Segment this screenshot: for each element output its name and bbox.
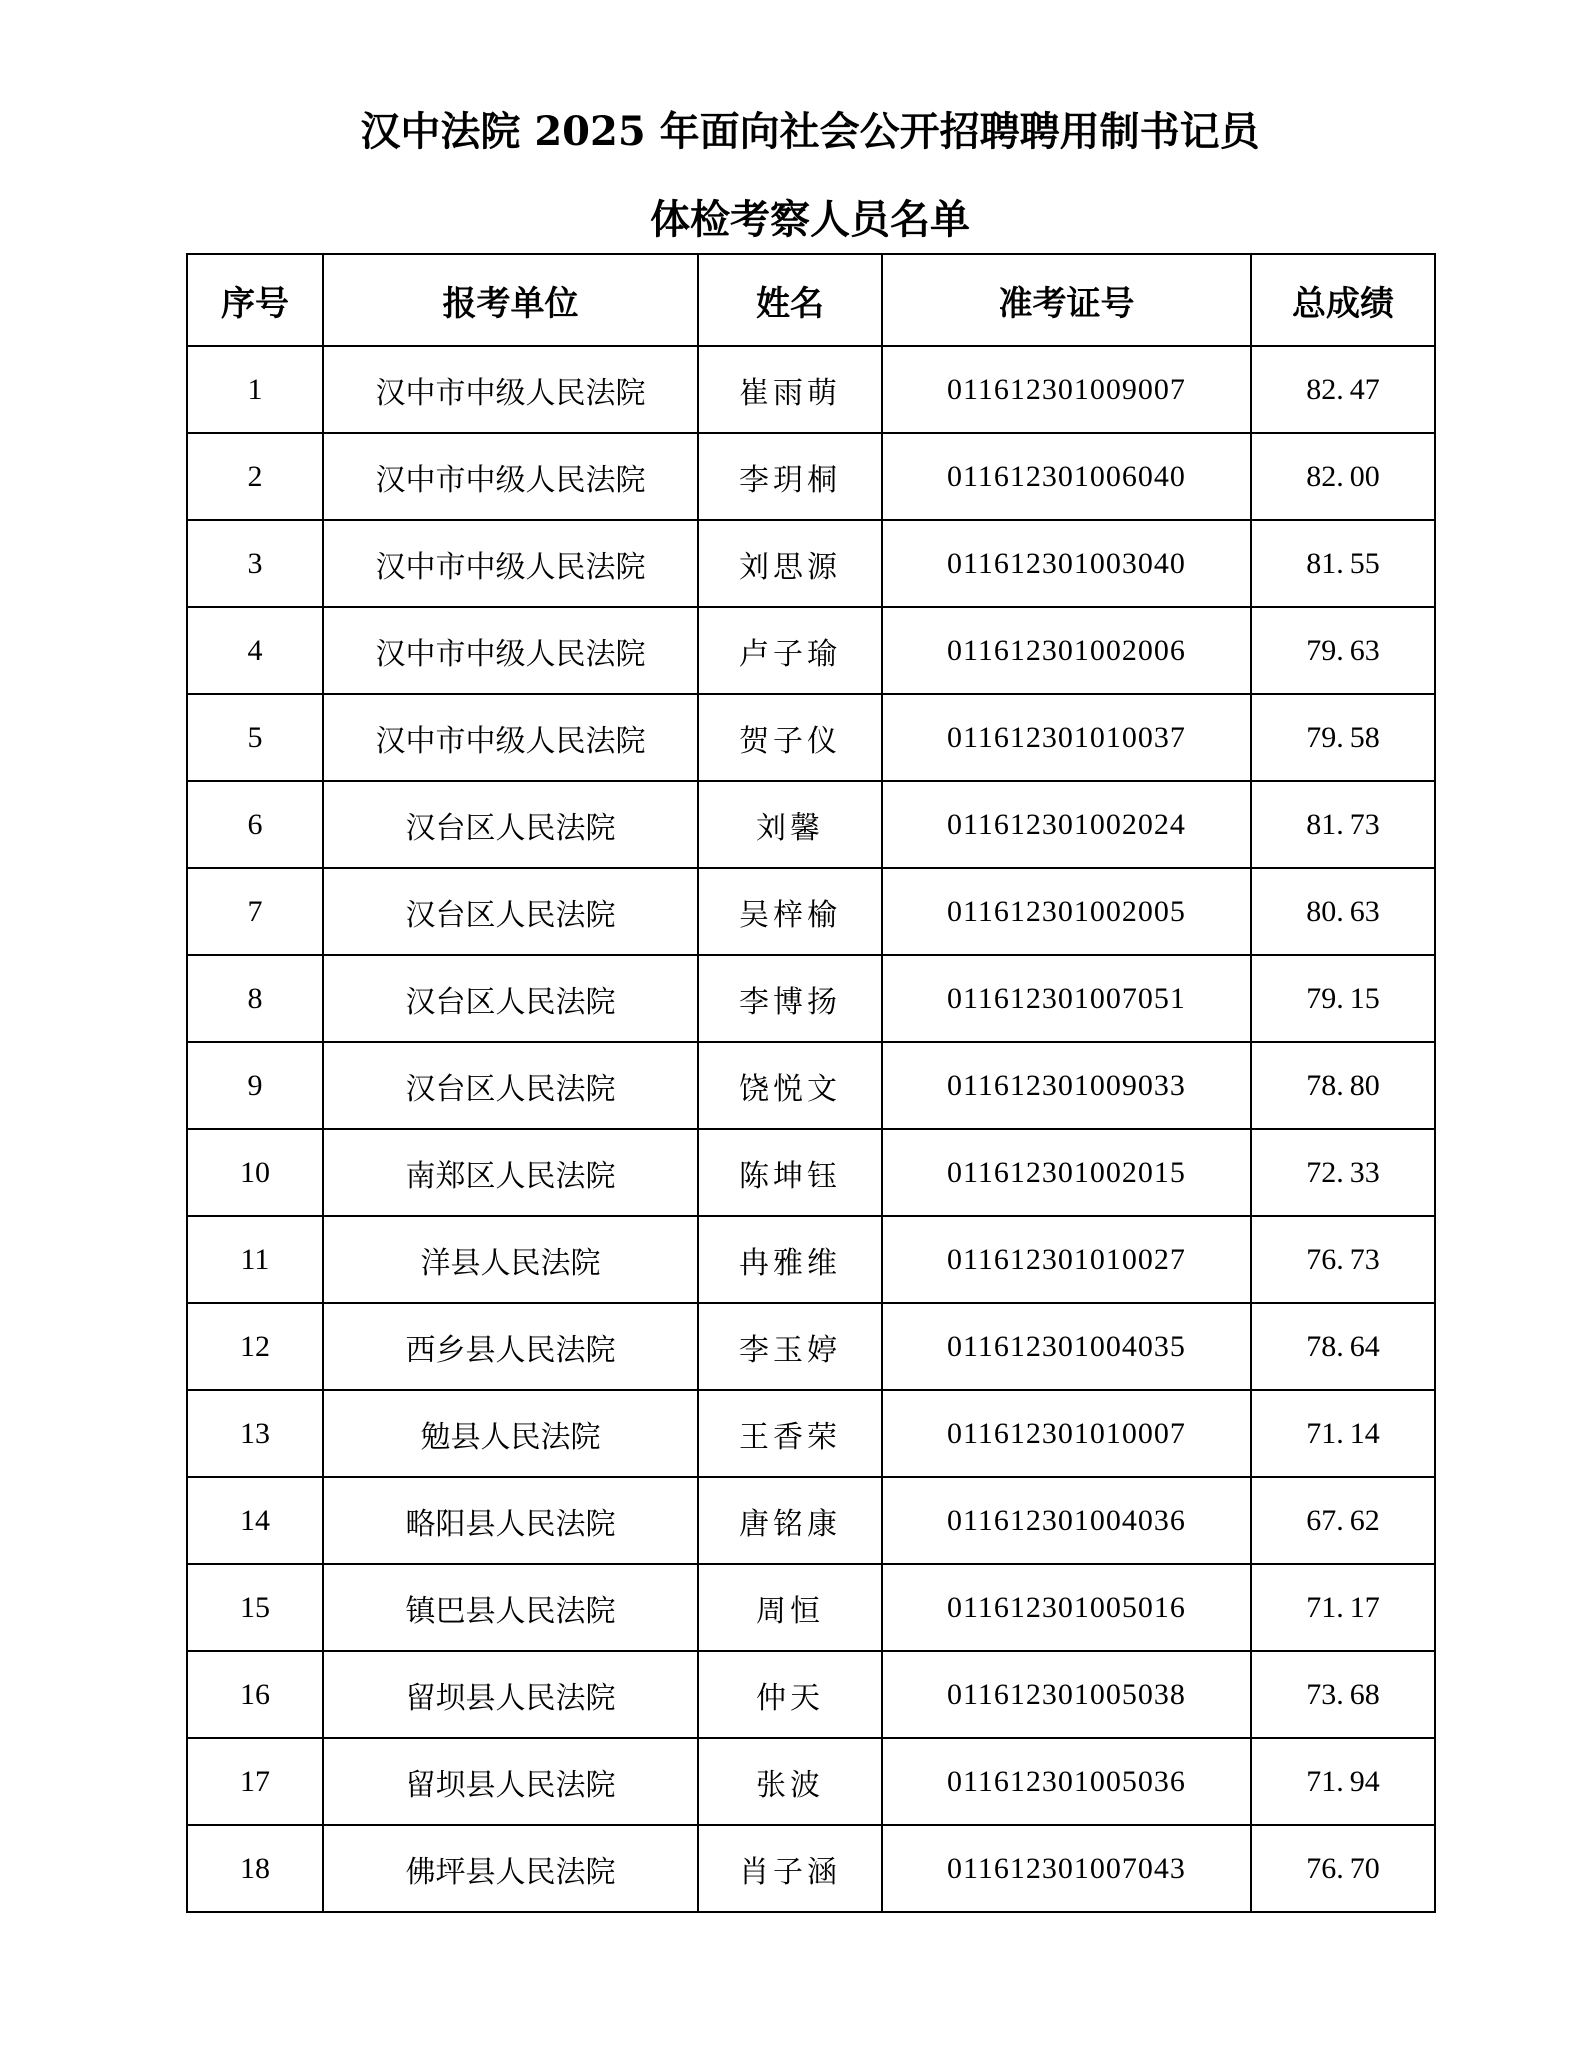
cell-index: 5	[187, 694, 323, 781]
document-title-line2: 体检考察人员名单	[650, 196, 970, 243]
table-row	[187, 607, 1435, 694]
cell-ticket: 011612301004035	[882, 1303, 1251, 1390]
cell-index: 12	[187, 1303, 323, 1390]
cell-unit: 西乡县人民法院	[323, 1303, 698, 1390]
table-row	[187, 781, 1435, 868]
header-col-score: 总成绩	[1251, 254, 1435, 346]
cell-name: 陈坤钰	[698, 1129, 882, 1216]
cell-unit: 汉中市中级人民法院	[323, 607, 698, 694]
table-row	[187, 1129, 1435, 1216]
cell-score: 73. 68	[1251, 1651, 1435, 1738]
cell-index: 3	[187, 520, 323, 607]
cell-unit: 南郑区人民法院	[323, 1129, 698, 1216]
table-row	[187, 1825, 1435, 1912]
cell-unit: 镇巴县人民法院	[323, 1564, 698, 1651]
cell-unit: 汉台区人民法院	[323, 955, 698, 1042]
cell-ticket: 011612301005038	[882, 1651, 1251, 1738]
cell-name: 肖子涵	[698, 1825, 882, 1912]
cell-ticket: 011612301009007	[882, 346, 1251, 433]
table-row	[187, 1390, 1435, 1477]
document-title-line1: 汉中法院 2025 年面向社会公开招聘聘用制书记员	[360, 108, 1260, 155]
cell-ticket: 011612301005016	[882, 1564, 1251, 1651]
cell-ticket: 011612301010037	[882, 694, 1251, 781]
cell-index: 14	[187, 1477, 323, 1564]
cell-unit: 汉中市中级人民法院	[323, 346, 698, 433]
table-row	[187, 1477, 1435, 1564]
cell-index: 6	[187, 781, 323, 868]
cell-ticket: 011612301002024	[882, 781, 1251, 868]
cell-score: 79. 63	[1251, 607, 1435, 694]
table-row	[187, 868, 1435, 955]
cell-index: 7	[187, 868, 323, 955]
cell-name: 崔雨萌	[698, 346, 882, 433]
cell-index: 11	[187, 1216, 323, 1303]
cell-ticket: 011612301010027	[882, 1216, 1251, 1303]
table-row	[187, 1303, 1435, 1390]
cell-ticket: 011612301003040	[882, 520, 1251, 607]
cell-name: 卢子瑜	[698, 607, 882, 694]
cell-name: 李博扬	[698, 955, 882, 1042]
header-col-name: 姓名	[698, 254, 882, 346]
cell-index: 9	[187, 1042, 323, 1129]
cell-index: 13	[187, 1390, 323, 1477]
header-col-ticket: 准考证号	[882, 254, 1251, 346]
table-row	[187, 1651, 1435, 1738]
cell-score: 76. 70	[1251, 1825, 1435, 1912]
cell-unit: 略阳县人民法院	[323, 1477, 698, 1564]
cell-score: 76. 73	[1251, 1216, 1435, 1303]
roster-table	[186, 253, 1436, 1913]
cell-score: 79. 15	[1251, 955, 1435, 1042]
cell-name: 贺子仪	[698, 694, 882, 781]
cell-unit: 佛坪县人民法院	[323, 1825, 698, 1912]
cell-ticket: 011612301004036	[882, 1477, 1251, 1564]
table-row	[187, 346, 1435, 433]
table-header	[187, 254, 1435, 346]
cell-score: 81. 55	[1251, 520, 1435, 607]
cell-score: 72. 33	[1251, 1129, 1435, 1216]
cell-score: 80. 63	[1251, 868, 1435, 955]
cell-unit: 洋县人民法院	[323, 1216, 698, 1303]
cell-ticket: 011612301002006	[882, 607, 1251, 694]
cell-index: 1	[187, 346, 323, 433]
cell-index: 17	[187, 1738, 323, 1825]
cell-score: 79. 58	[1251, 694, 1435, 781]
cell-unit: 汉中市中级人民法院	[323, 520, 698, 607]
table-row	[187, 955, 1435, 1042]
cell-ticket: 011612301005036	[882, 1738, 1251, 1825]
cell-ticket: 011612301007043	[882, 1825, 1251, 1912]
cell-score: 78. 64	[1251, 1303, 1435, 1390]
cell-name: 冉雅维	[698, 1216, 882, 1303]
cell-index: 4	[187, 607, 323, 694]
table-row	[187, 1042, 1435, 1129]
cell-unit: 汉台区人民法院	[323, 1042, 698, 1129]
cell-score: 67. 62	[1251, 1477, 1435, 1564]
table-row	[187, 520, 1435, 607]
cell-unit: 留坝县人民法院	[323, 1651, 698, 1738]
cell-score: 71. 94	[1251, 1738, 1435, 1825]
cell-unit: 汉台区人民法院	[323, 781, 698, 868]
cell-score: 81. 73	[1251, 781, 1435, 868]
cell-ticket: 011612301002005	[882, 868, 1251, 955]
cell-name: 李玥桐	[698, 433, 882, 520]
cell-name: 吴梓榆	[698, 868, 882, 955]
cell-name: 仲天	[698, 1651, 882, 1738]
cell-ticket: 011612301009033	[882, 1042, 1251, 1129]
table-row	[187, 1738, 1435, 1825]
cell-index: 18	[187, 1825, 323, 1912]
cell-score: 82. 00	[1251, 433, 1435, 520]
cell-unit: 勉县人民法院	[323, 1390, 698, 1477]
cell-score: 71. 17	[1251, 1564, 1435, 1651]
table-row	[187, 694, 1435, 781]
cell-unit: 汉中市中级人民法院	[323, 433, 698, 520]
cell-score: 82. 47	[1251, 346, 1435, 433]
cell-index: 8	[187, 955, 323, 1042]
cell-score: 71. 14	[1251, 1390, 1435, 1477]
table-row	[187, 1216, 1435, 1303]
cell-name: 周恒	[698, 1564, 882, 1651]
cell-unit: 汉台区人民法院	[323, 868, 698, 955]
cell-name: 唐铭康	[698, 1477, 882, 1564]
cell-unit: 留坝县人民法院	[323, 1738, 698, 1825]
cell-name: 饶悦文	[698, 1042, 882, 1129]
header-col-index: 序号	[187, 254, 323, 346]
cell-ticket: 011612301007051	[882, 955, 1251, 1042]
table-row	[187, 1564, 1435, 1651]
table-row	[187, 433, 1435, 520]
cell-name: 李玉婷	[698, 1303, 882, 1390]
cell-ticket: 011612301006040	[882, 433, 1251, 520]
cell-name: 刘馨	[698, 781, 882, 868]
cell-name: 刘思源	[698, 520, 882, 607]
header-col-unit: 报考单位	[323, 254, 698, 346]
cell-name: 王香荣	[698, 1390, 882, 1477]
cell-index: 10	[187, 1129, 323, 1216]
table-body	[187, 346, 1435, 1912]
cell-ticket: 011612301002015	[882, 1129, 1251, 1216]
cell-ticket: 011612301010007	[882, 1390, 1251, 1477]
cell-unit: 汉中市中级人民法院	[323, 694, 698, 781]
cell-index: 16	[187, 1651, 323, 1738]
cell-score: 78. 80	[1251, 1042, 1435, 1129]
cell-name: 张波	[698, 1738, 882, 1825]
cell-index: 15	[187, 1564, 323, 1651]
cell-index: 2	[187, 433, 323, 520]
header-row	[187, 254, 1435, 346]
